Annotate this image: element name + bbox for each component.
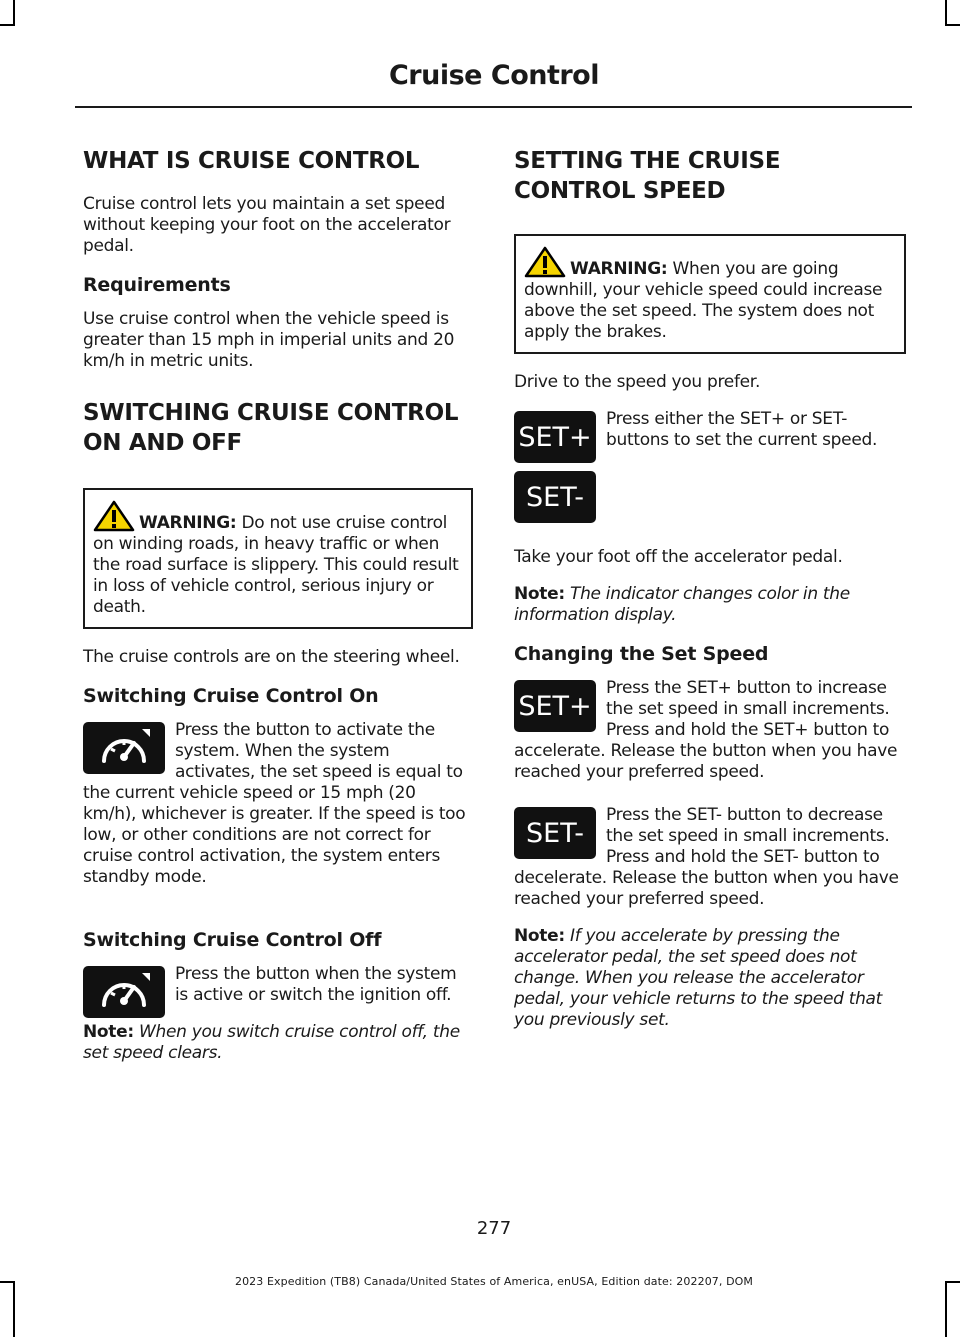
- increase-block: [514, 678, 906, 799]
- crop-mark: [945, 24, 960, 26]
- heading-switching: [83, 398, 473, 458]
- footer-edition-info: 2023 Expedition (TB8) Canada/United States of America, enUSA, Edition date: 202207, DOM: [234, 1275, 754, 1288]
- heading-setting-line1: SETTING THE CRUISE: [514, 148, 781, 174]
- cruise-control-icon: [83, 966, 165, 1018]
- left-column: [83, 146, 473, 1080]
- note-text: The indicator changes color in the information display.: [514, 584, 850, 625]
- heading-changing-set-speed: Changing the Set Speed: [514, 643, 769, 665]
- crop-mark: [13, 0, 15, 26]
- heading-setting-line2: CONTROL SPEED: [514, 178, 726, 204]
- note-label: Note:: [83, 1022, 134, 1042]
- set-minus-button-icon: SET-: [514, 807, 596, 859]
- heading-requirements: Requirements: [83, 274, 231, 296]
- warning-icon: [524, 246, 566, 278]
- warning-label: WARNING:: [570, 259, 668, 279]
- set-minus-button-icon: SET-: [514, 471, 596, 523]
- page-title: Cruise Control: [388, 60, 599, 91]
- crop-mark: [945, 1281, 947, 1337]
- cruise-control-icon: [83, 722, 165, 774]
- paragraph-decrease: Press the SET- button to decrease the set speed in small increments. Press and hold the SET- button to decelerate. Release the button when you have reached your preferred speed.: [514, 805, 899, 909]
- note-indicator: [514, 584, 906, 626]
- set-buttons-figure: [514, 411, 596, 531]
- note-accelerate: [514, 926, 906, 1031]
- heading-what-is-cruise-control: WHAT IS CRUISE CONTROL: [83, 148, 420, 174]
- heading-setting-speed: [514, 146, 906, 206]
- heading-switching-line1: SWITCHING CRUISE CONTROL: [83, 400, 459, 426]
- warning-text: Do not use cruise control on winding roads, in heavy traffic or when the road surface is slippery. This could result in loss of vehicle control, serious injury or death.: [93, 513, 459, 617]
- paragraph-what: Cruise control lets you maintain a set speed without keeping your foot on the accelerator pedal.: [83, 194, 451, 256]
- note-label: Note:: [514, 926, 565, 946]
- note-text: When you switch cruise control off, the set speed clears.: [83, 1022, 460, 1063]
- switch-off-block: [83, 964, 473, 1022]
- paragraph-switch-on: Press the button to activate the system. When the system activates, the set speed is equal to the current vehicle speed or 15 mph (20 km/h), whichever is greater. If the speed is too low, or other conditions are not correct for cruise control activation, the system enters standby mode.: [83, 720, 466, 887]
- switch-on-block: [83, 720, 473, 904]
- right-column: [514, 146, 906, 1047]
- heading-switching-line2: ON AND OFF: [83, 430, 242, 456]
- warning-label: WARNING:: [139, 513, 237, 533]
- paragraph-foot-off: Take your foot off the accelerator pedal.: [514, 547, 843, 567]
- header-divider: [75, 106, 912, 108]
- crop-mark: [945, 0, 947, 26]
- decrease-block: [514, 805, 906, 926]
- paragraph-requirements: Use cruise control when the vehicle speed is greater than 15 mph in imperial units and 20 km/h in metric units.: [83, 309, 455, 371]
- heading-switching-off: Switching Cruise Control Off: [83, 929, 382, 951]
- crop-mark: [13, 1281, 15, 1337]
- warning-icon: [93, 500, 135, 532]
- warning-box: [83, 488, 473, 629]
- paragraph-drive: Drive to the speed you prefer.: [514, 372, 761, 392]
- set-plus-button-icon: SET+: [514, 411, 596, 463]
- paragraph-press-either: Press either the SET+ or SET- buttons to set the current speed.: [606, 409, 878, 450]
- note-switch-off: [83, 1022, 473, 1064]
- crop-mark: [0, 24, 15, 26]
- note-label: Note:: [514, 584, 565, 604]
- warning-box: [514, 234, 906, 354]
- warning-text: When you are going downhill, your vehicle speed could increase above the set speed. The system does not apply the brakes.: [524, 259, 883, 342]
- set-buttons-block: [514, 409, 906, 535]
- paragraph-switch-off: Press the button when the system is active or switch the ignition off.: [175, 964, 457, 1005]
- note-text: If you accelerate by pressing the accelerator pedal, the set speed does not change. When you release the accelerator pedal, your vehicle returns to the speed that you previously set.: [514, 926, 883, 1030]
- set-plus-button-icon: SET+: [514, 680, 596, 732]
- paragraph-controls-location: The cruise controls are on the steering wheel.: [83, 647, 460, 667]
- paragraph-increase: Press the SET+ button to increase the set speed in small increments. Press and hold the SET+ button to accelerate. Release the button when you have reached your preferred speed.: [514, 678, 898, 782]
- heading-switching-on: Switching Cruise Control On: [83, 685, 379, 707]
- page-number: 277: [476, 1218, 512, 1239]
